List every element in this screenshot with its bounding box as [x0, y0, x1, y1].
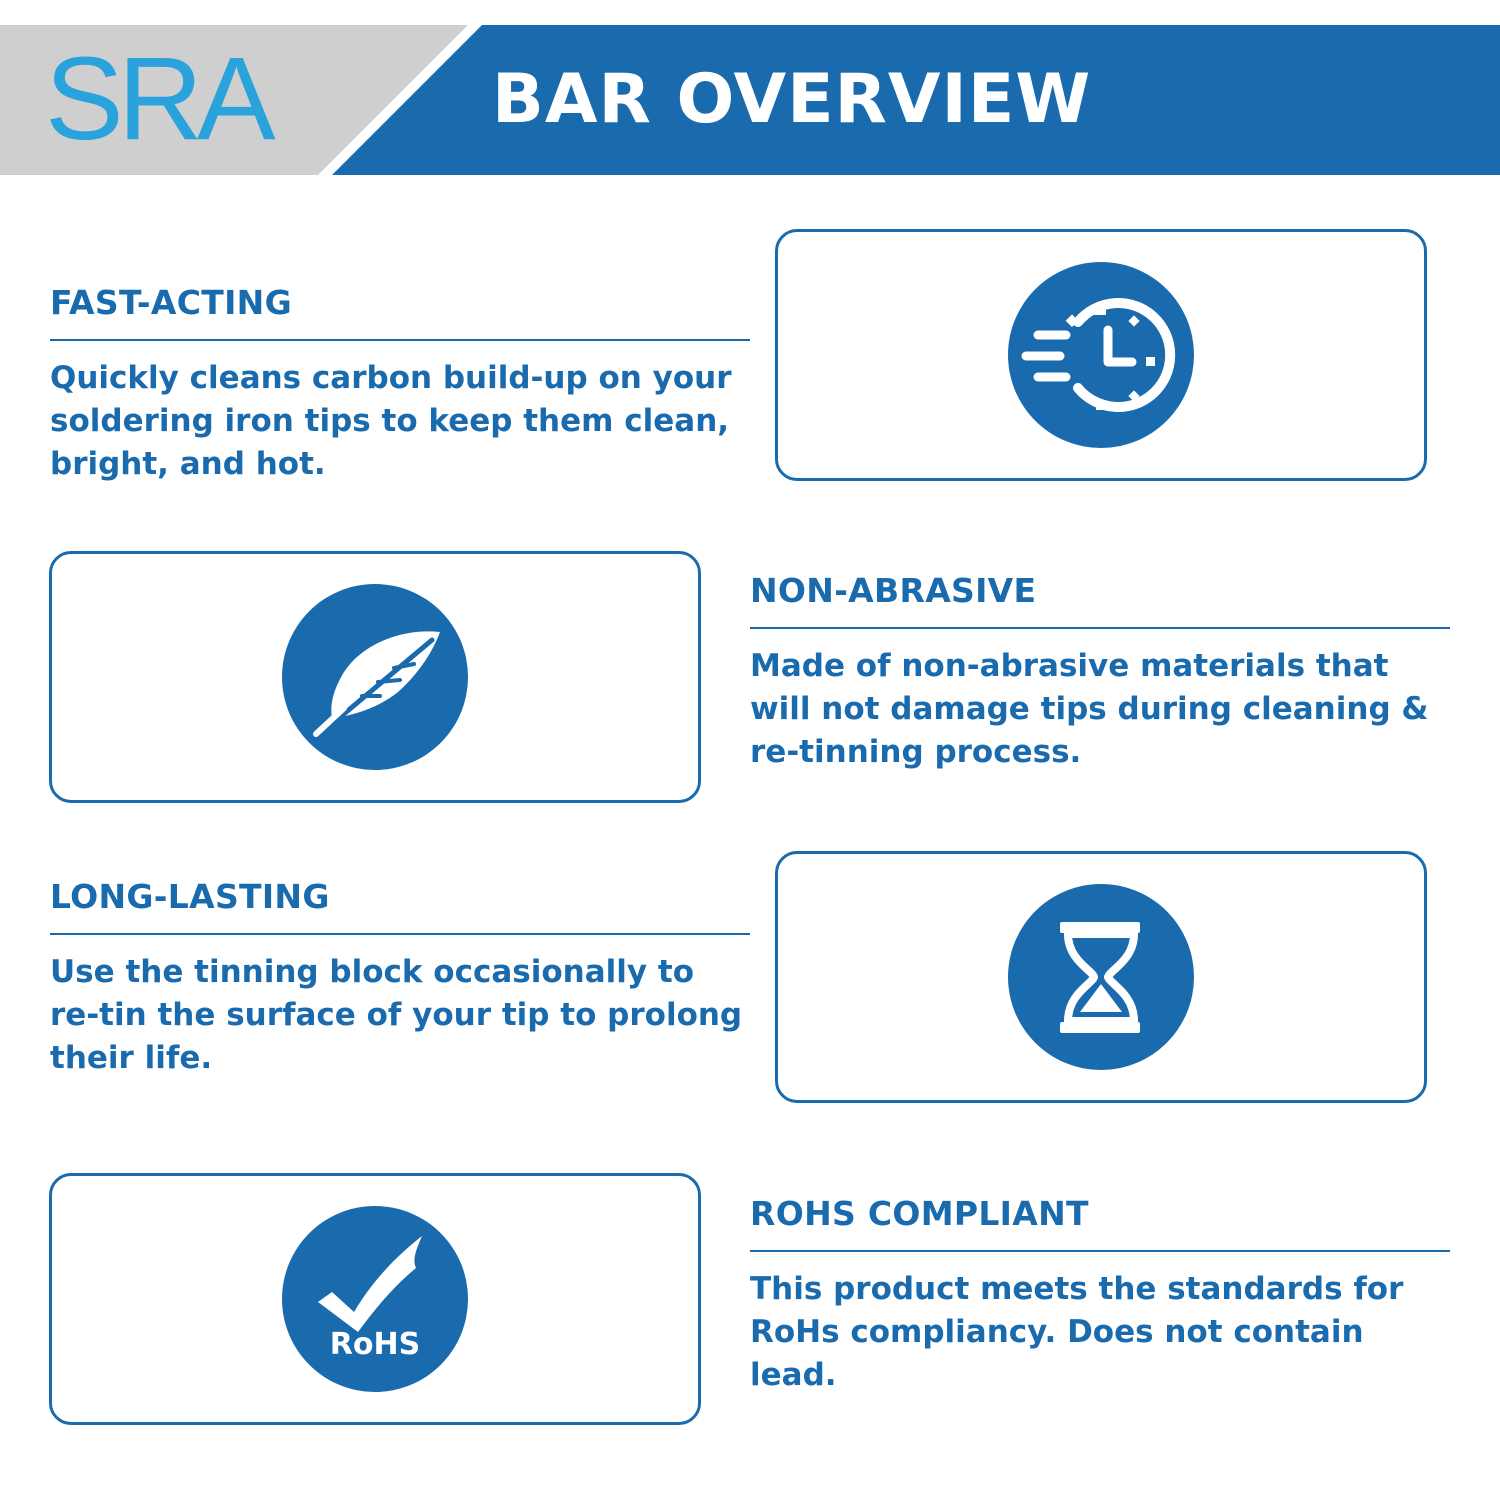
- feature-description: This product meets the standards for RoHs compliancy. Does not contain lead.: [750, 1271, 1404, 1393]
- feature-long-lasting: [50, 877, 750, 1080]
- feature-description: Use the tinning block occasionally to re-tin the surface of your tip to prolong their life.: [50, 954, 743, 1076]
- feature-rohs-compliant: [750, 1194, 1450, 1397]
- feature-description: Made of non-abrasive materials that will not damage tips during cleaning & re-tinning process.: [750, 648, 1429, 770]
- feature-fast-acting: [50, 283, 750, 486]
- icon-badge: [282, 584, 468, 770]
- feature-description: Quickly cleans carbon build-up on your soldering iron tips to keep them clean, bright, and hot.: [50, 360, 732, 482]
- rohs-check-icon: [282, 1206, 468, 1392]
- page-title: BAR OVERVIEW: [492, 60, 1092, 139]
- feature-icon-box-long-lasting: [775, 851, 1427, 1103]
- header-banner: [0, 25, 1500, 175]
- feature-icon-box-non-abrasive: [49, 551, 701, 803]
- hourglass-icon: [1008, 884, 1194, 1070]
- icon-badge: [1008, 884, 1194, 1070]
- icon-badge: [1008, 262, 1194, 448]
- feature-title: LONG-LASTING: [50, 877, 750, 935]
- fast-clock-icon: [1008, 262, 1194, 448]
- feature-non-abrasive: [750, 571, 1450, 774]
- feature-icon-box-rohs: [49, 1173, 701, 1425]
- feature-icon-box-fast-acting: [775, 229, 1427, 481]
- feather-icon: [282, 584, 468, 770]
- feature-title: NON-ABRASIVE: [750, 571, 1450, 629]
- feature-title: ROHS COMPLIANT: [750, 1194, 1450, 1252]
- icon-badge: [282, 1206, 468, 1392]
- rohs-label: RoHS: [329, 1327, 421, 1362]
- brand-logo: [45, 33, 295, 165]
- feature-title: FAST-ACTING: [50, 283, 750, 341]
- brand-logo-text: SRA: [45, 33, 270, 165]
